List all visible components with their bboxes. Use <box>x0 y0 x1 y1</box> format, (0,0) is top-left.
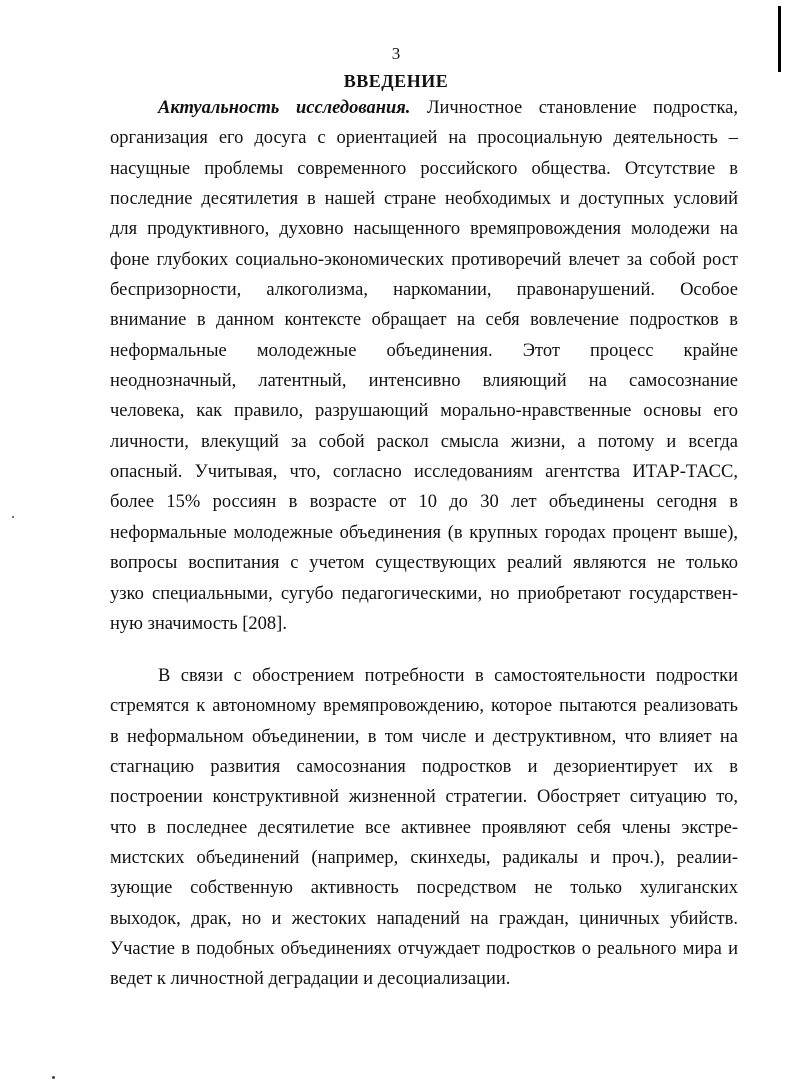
text-line: личности, влекущий за собой раскол смысла жизни, а потому и всегда <box>110 431 738 452</box>
text-line: последние десятилетия в нашей стране необходимых и доступных условий <box>110 189 738 210</box>
text-line: внимание в данном контексте обращает на себя вовлечение подростков в <box>110 310 738 331</box>
text-line: фоне глубоких социально-экономических противоречий влечет за собой рост <box>110 249 738 270</box>
text-line: неоднозначный, латентный, интенсивно влияющий на самосознание <box>110 371 738 392</box>
text-line: насущные проблемы современного российского общества. Отсутствие в <box>110 158 738 179</box>
text-line: ведет к личностной деградации и десоциализации. <box>110 969 511 990</box>
text-line: стагнацию развития самосознания подростков и дезориентирует их в <box>110 757 738 778</box>
text-line: стремятся к автономному времяпровождению, которое пытаются реализовать <box>110 696 738 717</box>
paragraph-motivation <box>110 661 738 995</box>
relevance-lead: Актуальность исследования. <box>158 98 411 118</box>
text-line: зующие собственную активность посредством не только хулиганских <box>110 878 738 899</box>
scan-speck <box>12 516 14 518</box>
first-line-rest: Личностное становление подростка, <box>410 98 738 118</box>
page-number: 3 <box>391 44 401 63</box>
text-line: что в последнее десятилетие все активнее проявляют себя члены экстре- <box>110 817 738 838</box>
section-title: ВВЕДЕНИЕ <box>343 71 449 91</box>
text-line: выходок, драк, но и жестоких нападений на граждан, циничных убийств. <box>110 908 738 929</box>
text-line: построении конструктивной жизненной стратегии. Обостряет ситуацию то, <box>110 787 738 808</box>
text-line: опасный. Учитывая, что, согласно исследованиям агентства ИТАР-ТАСС, <box>110 462 738 483</box>
text-line: организация его досуга с ориентацией на просоциальную деятельность – <box>110 128 738 149</box>
text-line: беспризорности, алкоголизма, наркомании, правонарушений. Особое <box>110 280 738 301</box>
text-line: неформальные молодежные объединения. Этот процесс крайне <box>110 340 738 361</box>
text-line: ную значимость [208]. <box>110 613 287 634</box>
text-line: В связи с обострением потребности в самостоятельности подростки <box>158 666 738 686</box>
scan-speck <box>52 1076 55 1079</box>
text-line: Участие в подобных объединениях отчуждает подростков о реального мира и <box>110 939 738 960</box>
text-line: более 15% россиян в возрасте от 10 до 30 лет объединены сегодня в <box>110 492 738 513</box>
text-line: в неформальном объединении, в том числе и деструктивном, что влияет на <box>110 726 738 747</box>
text-line <box>110 93 738 123</box>
text-line: для продуктивного, духовно насыщенного времяпровождения молодежи на <box>110 219 738 240</box>
text-line: узко специальными, сугубо педагогическими, но приобретают государствен- <box>110 583 738 604</box>
text-line: неформальные молодежные объединения (в крупных городах процент выше), <box>110 522 738 543</box>
text-line: вопросы воспитания с учетом существующих реалий являются не только <box>110 553 738 574</box>
text-line: человека, как правило, разрушающий морально-нравственные основы его <box>110 401 738 422</box>
paragraph-relevance <box>110 93 738 639</box>
text-line: мистских объединений (например, скинхеды, радикалы и проч.), реалии- <box>110 848 738 869</box>
